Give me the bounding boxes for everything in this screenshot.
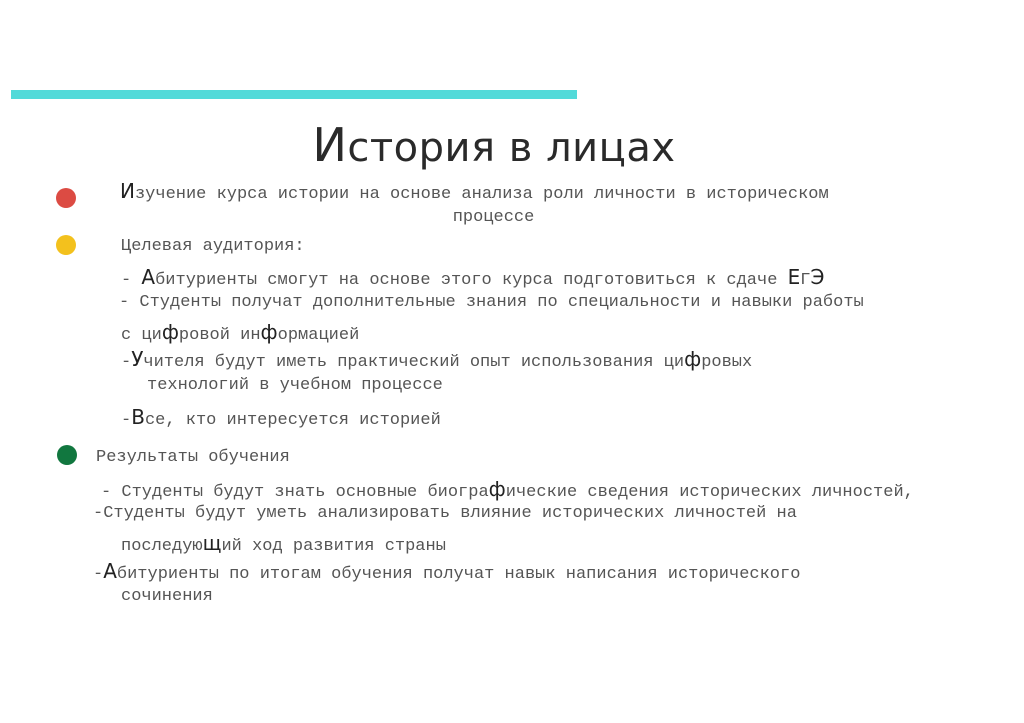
study-line-1: Изучение курса истории на основе анализа роли личности в историческом (120, 179, 829, 204)
results-line-5: сочинения (121, 587, 213, 606)
audience-line-1: - Абитуриенты смогут на основе этого курса подготовиться к сдаче ЕГЭ (121, 265, 825, 290)
audience-line-4: -Учителя будут иметь практический опыт использования цифровых (121, 347, 753, 372)
slide-title: История в лицах (312, 118, 676, 172)
bullet-green-dot (57, 445, 77, 465)
study-line-2: процессе (452, 208, 535, 227)
results-line-1: - Студенты будут знать основные биографические сведения исторических личностей, (101, 477, 914, 502)
bullet-red-dot (56, 188, 76, 208)
results-line-2: -Студенты будут уметь анализировать влияние исторических личностей на (93, 504, 797, 523)
bullet-yellow-dot (56, 235, 76, 255)
audience-line-5: технологий в учебном процессе (147, 376, 443, 395)
results-heading: Результаты обучения (96, 448, 290, 467)
audience-line-6: -Все, кто интересуется историей (121, 405, 441, 430)
audience-line-2: - Студенты получат дополнительные знания по специальности и навыки работы (119, 293, 864, 312)
audience-heading: Целевая аудитория: (121, 237, 305, 256)
results-line-4: -Абитуриенты по итогам обучения получат навык написания исторического (93, 559, 801, 584)
audience-line-3: с цифровой информацией (121, 320, 360, 345)
results-line-3: последующий ход развития страны (121, 531, 446, 556)
accent-bar (11, 90, 577, 99)
